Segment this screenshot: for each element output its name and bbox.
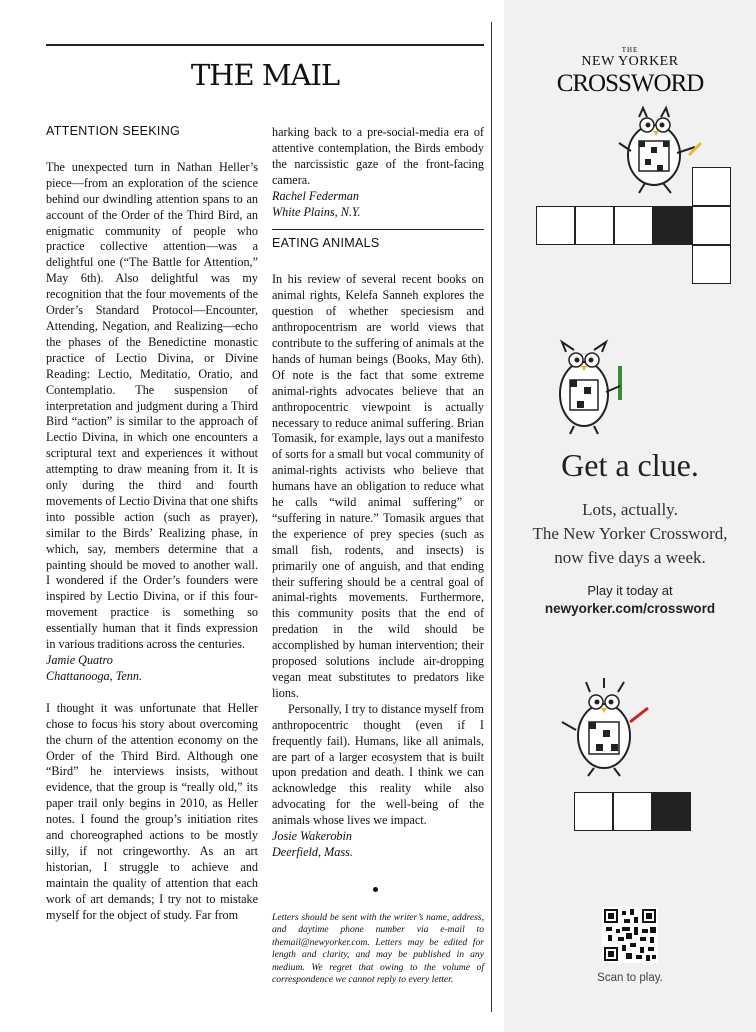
section-heading-animals: EATING ANIMALS <box>272 236 380 251</box>
letter-signature-place: Chattanooga, Tenn. <box>46 668 143 683</box>
brand-small: THE <box>621 46 639 54</box>
brand-product: CROSSWORD <box>556 70 704 97</box>
letter-body: In his review of several recent books on animal rights, Kelefa Sanneh explores the question of whether speciesism and anthropocentrism are world views that contribute to the suffering of animals at the hands of human beings (Books, May 6th). Of note is the fact that some extreme animal-rights advocates believe that an anthropocentric viewpoint is actually necessary to reduce animal suffering. Brian Tomasik, for example, lays out a manifesto of sorts for a small but vocal community of animal-rights activists who believe that humans have an obligation to reduce what he calls “wild animal suffering” or “suffering in nature.” Tomasik argues that the experience of prey species (such as small fish, rodents, and insects) is primarily one of anguish, and that ending their suffering should be a central goal of animal-rights movements. Furthermore, this community posits that the end of predation in the wild should be accomplished by human intervention; their proposed solutions include air-dropping vegan meat substitutes to predators like lions. <box>272 272 484 700</box>
letter-body-continued: harking back to a pre-social-media era of attentive contemplation, the Birds embody the narcissistic gaze of the front-facing camera. <box>272 125 484 187</box>
letter-signature-place: White Plains, N.Y. <box>272 204 361 219</box>
letter-signature-name: Josie Wakerobin <box>272 829 352 844</box>
end-bullet <box>373 887 378 892</box>
ad-copy-line: Lots, actually. <box>582 500 678 519</box>
owl-illustration-icon <box>556 678 656 778</box>
section-rule <box>272 229 484 230</box>
letter-body: Personally, I try to distance myself from anthropocentric thought (even if I frequently fail). Humans, like all animals, are part of a larger ecosystem that is built upon predation and death. I think we can acknowledge this reality while also advocating for the well-being of the animals whose lives we impact. <box>272 701 484 828</box>
ad-cta: Play it today at <box>587 583 673 598</box>
ad-url-link[interactable]: newyorker.com/crossword <box>544 601 716 616</box>
letter-signature-place: Deerfield, Mass. <box>272 844 353 859</box>
section-heading-attention: ATTENTION SEEKING <box>46 124 181 138</box>
brand-name: NEW YORKER <box>581 54 679 69</box>
qr-code-icon[interactable] <box>602 907 658 963</box>
ad-copy-line: now five days a week. <box>554 548 706 567</box>
column-left <box>46 124 258 924</box>
top-rule <box>46 44 484 46</box>
letter-body: The unexpected turn in Nathan Heller’s piece—from an exploration of the science behind our dwindling attention spans to an account of the Order of the Third Bird, an enigmatic community of people who practice collective attention—was a delightful one (“The Battle for Attention,” May 6th). Also delightful was my recognition that the four movements of the Order’s Standard Protocol—Encounter, Attending, Negation, and Realizing—echo the phases of the Benedictine monastic practice of Lectio Divina, or Divine Reading: Lectio, Meditatio, Oratio, and Contemplatio. The suspension of interpretation and judgment during a Third Bird “action” is similar to the approach of Lectio Divina, in which one encounters a scriptural text and experiences it without attempting to draw meaning from it. It is only during the third and fourth movements of Lectio Divina that one shifts into possible action (such as prayer), similar to the Birds’ Realizing phase, in which, say, members determine that a painting should be moved to another wall. I wondered if the Order’s founders were inspired by Lectio Divina, or if this four-movement practice is something so essentially human that it finds expression in various traditions across the centuries. <box>46 159 258 652</box>
ad-tagline: Get a clue. <box>561 447 699 483</box>
letter-signature-name: Rachel Federman <box>272 188 359 203</box>
letter-signature-name: Jamie Quatro <box>46 653 113 667</box>
letter-body: I thought it was unfortunate that Heller chose to focus his story about overcoming the churn of the attention economy on the Order of the Third Bird. Although one “Bird” he interviews insists, without evidence, that the group is “really old,” its paper trail only begins in 2010, as Heller notes. I found the group’s initiation rites and choreographed actions to be mostly silly, if not cringeworthy. As an art historian, I struggle to achieve and maintain the quality of attention that each work of art demands; I try not to mistake myself for the object of study. Far from <box>46 700 258 922</box>
column-divider <box>491 22 492 1012</box>
crossword-ad[interactable] <box>504 0 756 1032</box>
column-right <box>272 125 484 861</box>
scan-label: Scan to play. <box>597 972 663 984</box>
page-title: THE MAIL <box>190 58 340 92</box>
ad-copy-line: The New Yorker Crossword, <box>532 524 728 543</box>
ad-copy <box>504 498 756 570</box>
letters-policy-note: Letters should be sent with the writer’s name, address, and daytime phone number via e-mail to themail@newyorker.com. Letters may be edited for length and clarity, and may be published in any medium. We regret that owing to the volume of correspondence we cannot reply to every letter. <box>272 912 484 986</box>
owl-illustration-icon <box>542 336 632 436</box>
